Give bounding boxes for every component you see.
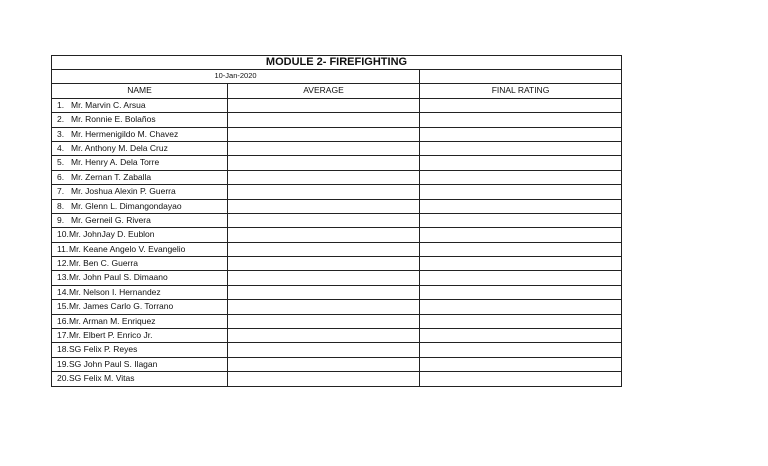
name-cell [52, 99, 228, 112]
table-row [52, 270, 621, 284]
student-name: Mr. Nelson I. Hernandez [69, 286, 161, 297]
name-cell [52, 200, 228, 213]
student-name: Mr. Anthony M. Dela Cruz [71, 142, 168, 153]
row-number: 15. [57, 301, 69, 312]
table-row [52, 256, 621, 270]
final-rating-cell[interactable] [420, 128, 621, 141]
row-number: 2. [57, 114, 65, 125]
student-name: Mr. Ronnie E. Bolaños [71, 114, 156, 125]
student-name: Mr. Ben C. Guerra [69, 258, 138, 269]
final-rating-cell[interactable] [420, 113, 621, 126]
name-cell [52, 185, 228, 198]
student-name: Mr. John Paul S. Dimaano [69, 272, 168, 283]
name-cell [52, 214, 228, 227]
date-row [52, 70, 621, 83]
name-cell [52, 171, 228, 184]
table-row [52, 155, 621, 169]
average-cell[interactable] [228, 343, 420, 356]
table-row [52, 213, 621, 227]
row-number: 16. [57, 315, 69, 326]
final-rating-cell[interactable] [420, 372, 621, 385]
row-number: 7. [57, 186, 65, 197]
student-name: Mr. Zernan T. Zaballa [71, 171, 152, 182]
final-rating-cell[interactable] [420, 156, 621, 169]
average-cell[interactable] [228, 329, 420, 342]
grade-sheet [51, 55, 622, 387]
final-rating-cell[interactable] [420, 343, 621, 356]
average-cell[interactable] [228, 271, 420, 284]
final-rating-cell[interactable] [420, 200, 621, 213]
final-rating-cell[interactable] [420, 286, 621, 299]
row-number: 20. [57, 373, 69, 384]
table-row [52, 342, 621, 356]
name-cell [52, 271, 228, 284]
name-cell [52, 128, 228, 141]
row-number: 3. [57, 128, 65, 139]
name-cell [52, 343, 228, 356]
average-cell[interactable] [228, 214, 420, 227]
row-number: 17. [57, 330, 69, 341]
student-name: SG John Paul S. Ilagan [69, 358, 158, 369]
table-body [52, 83, 621, 385]
student-name: Mr. James Carlo G. Torrano [69, 301, 174, 312]
name-cell [52, 358, 228, 371]
average-cell[interactable] [228, 142, 420, 155]
row-number: 1. [57, 99, 65, 110]
table-row [52, 184, 621, 198]
average-cell[interactable] [228, 300, 420, 313]
student-name: Mr. JohnJay D. Eublon [69, 229, 155, 240]
final-rating-cell[interactable] [420, 142, 621, 155]
table-row [52, 141, 621, 155]
name-cell [52, 257, 228, 270]
row-number: 11. [57, 243, 69, 254]
average-column-header: AVERAGE [228, 84, 420, 97]
name-column-header: NAME [52, 84, 228, 97]
row-number: 12. [57, 258, 69, 269]
student-name: Mr. Joshua Alexin P. Guerra [71, 186, 176, 197]
average-cell[interactable] [228, 99, 420, 112]
header-row [52, 84, 621, 97]
average-cell[interactable] [228, 200, 420, 213]
sheet-title: MODULE 2- FIREFIGHTING [52, 56, 621, 70]
average-cell[interactable] [228, 228, 420, 241]
student-name: Mr. Elbert P. Enrico Jr. [69, 330, 153, 341]
student-name: Mr. Gerneil G. Rivera [71, 214, 151, 225]
table-row [52, 328, 621, 342]
student-name: Mr. Henry A. Dela Torre [71, 157, 160, 168]
student-name: Mr. Keane Angelo V. Evangelio [69, 243, 186, 254]
row-number: 14. [57, 286, 69, 297]
final-rating-cell[interactable] [420, 214, 621, 227]
row-number: 6. [57, 171, 65, 182]
final-rating-cell[interactable] [420, 171, 621, 184]
date-cell: 10-Jan-2020 [52, 70, 420, 83]
table-row [52, 314, 621, 328]
final-rating-cell[interactable] [420, 300, 621, 313]
final-rating-cell[interactable] [420, 358, 621, 371]
final-rating-cell[interactable] [420, 228, 621, 241]
average-cell[interactable] [228, 128, 420, 141]
row-number: 5. [57, 157, 65, 168]
row-number: 9. [57, 214, 65, 225]
table-row [52, 170, 621, 184]
row-number: 13. [57, 272, 69, 283]
table-row [52, 285, 621, 299]
final-rating-cell[interactable] [420, 315, 621, 328]
final-rating-cell[interactable] [420, 257, 621, 270]
name-cell [52, 329, 228, 342]
average-cell[interactable] [228, 286, 420, 299]
name-cell [52, 286, 228, 299]
name-cell [52, 156, 228, 169]
name-cell [52, 243, 228, 256]
name-cell [52, 228, 228, 241]
name-cell [52, 300, 228, 313]
student-name: Mr. Marvin C. Arsua [71, 99, 146, 110]
average-cell[interactable] [228, 156, 420, 169]
table-row [52, 199, 621, 213]
student-name: SG Felix M. Vitas [69, 373, 135, 384]
row-number: 10. [57, 229, 69, 240]
row-number: 19. [57, 358, 69, 369]
student-name: Mr. Hermenigildo M. Chavez [71, 128, 179, 139]
table-row [52, 98, 621, 112]
row-number: 18. [57, 344, 69, 355]
name-cell [52, 315, 228, 328]
table-row [52, 227, 621, 241]
row-number: 4. [57, 142, 65, 153]
student-name: Mr. Glenn L. Dimangondayao [71, 200, 182, 211]
table-row [52, 299, 621, 313]
table-row [52, 127, 621, 141]
average-cell[interactable] [228, 372, 420, 385]
name-cell [52, 113, 228, 126]
average-cell[interactable] [228, 185, 420, 198]
table-row [52, 357, 621, 371]
table-row [52, 112, 621, 126]
student-name: Mr. Arman M. Enriquez [69, 315, 156, 326]
average-cell[interactable] [228, 358, 420, 371]
average-cell[interactable] [228, 243, 420, 256]
final-rating-cell[interactable] [420, 185, 621, 198]
table-row [52, 242, 621, 256]
final-rating-cell[interactable] [420, 329, 621, 342]
name-cell [52, 142, 228, 155]
average-cell[interactable] [228, 171, 420, 184]
name-cell [52, 372, 228, 385]
student-name: SG Felix P. Reyes [69, 344, 138, 355]
row-number: 8. [57, 200, 65, 211]
table-row [52, 371, 621, 385]
final-rating-cell[interactable] [420, 243, 621, 256]
final-rating-column-header: FINAL RATING [491, 85, 550, 96]
final-rating-cell[interactable] [420, 99, 621, 112]
final-rating-cell[interactable] [420, 271, 621, 284]
date-row-blank-cell [420, 70, 621, 83]
average-cell[interactable] [228, 257, 420, 270]
average-cell[interactable] [228, 113, 420, 126]
average-cell[interactable] [228, 315, 420, 328]
